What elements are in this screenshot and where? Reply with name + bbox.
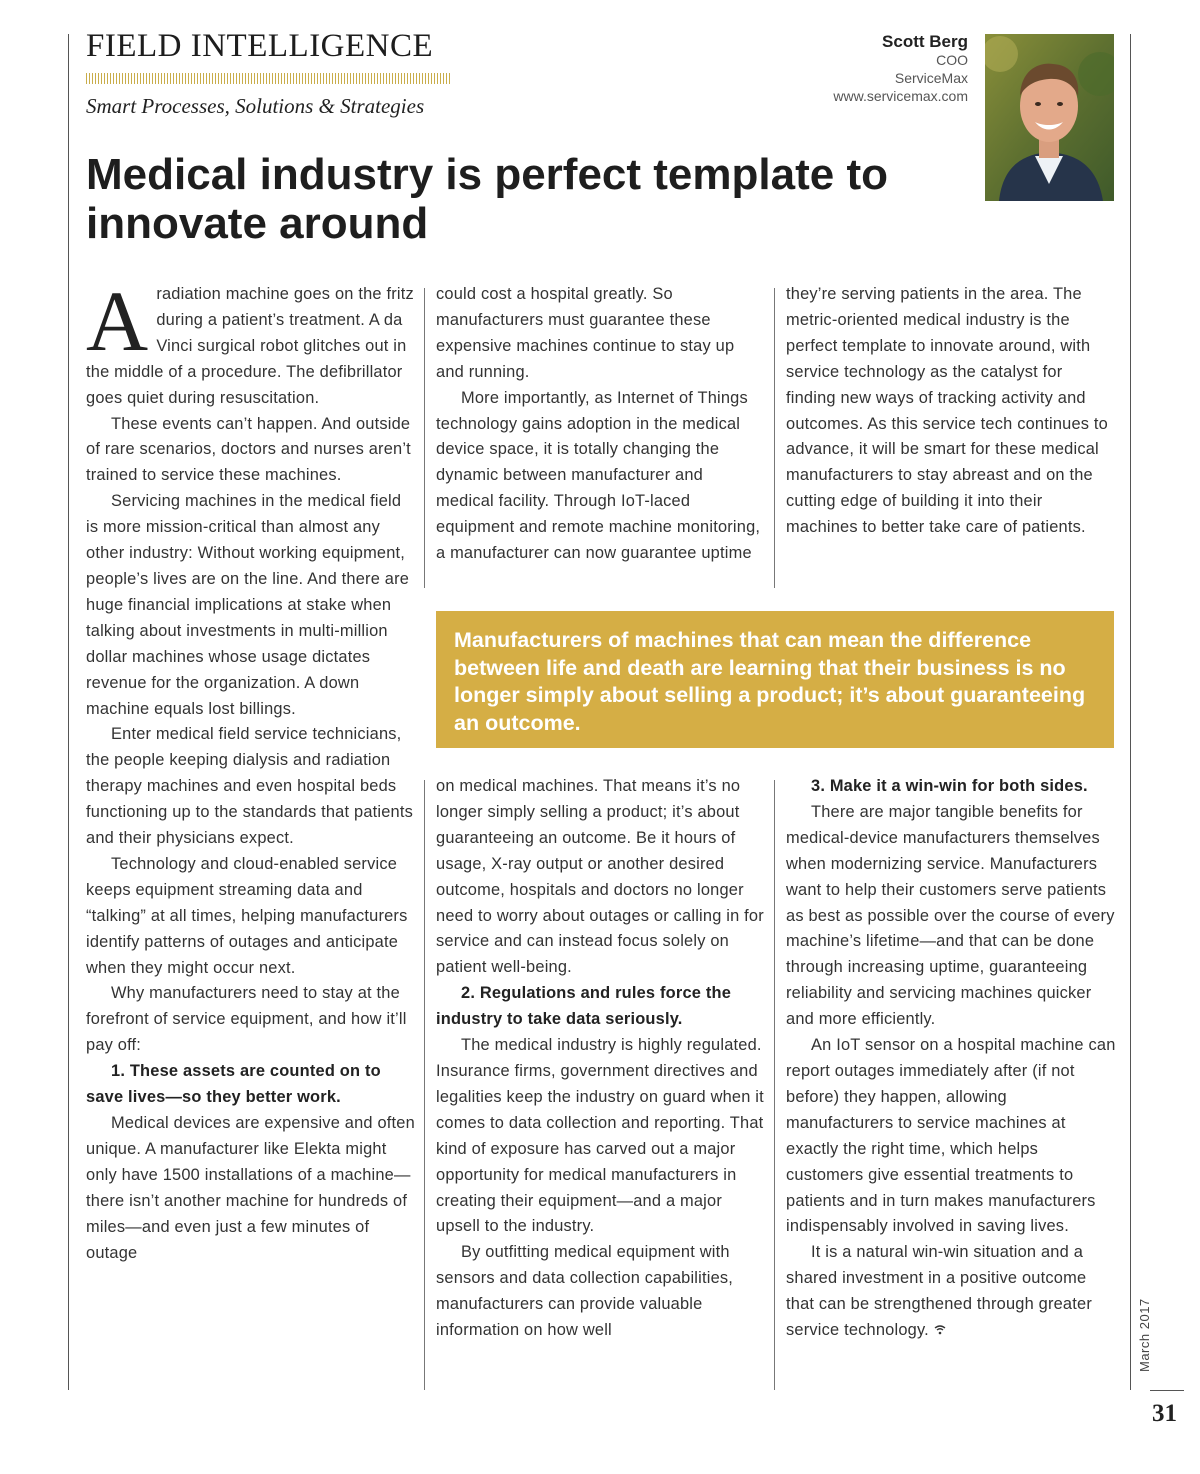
paragraph: An IoT sensor on a hospital machine can report outages immediately after (if not before) they happen, allowing manufacturers to service machines at exactly the right time, which helps customers give essential treatments to patients and in turn makes manufacturers indispensably involved in saving lives.: [786, 1036, 1116, 1236]
paragraph: Why manufacturers need to stay at the forefront of service equipment, and how it’ll pay off:: [86, 984, 407, 1055]
pull-quote: [436, 611, 1114, 748]
article-column-2-top: [436, 282, 764, 567]
section-title: FIELD INTELLIGENCE: [86, 28, 434, 64]
paragraph: Technology and cloud-enabled service keeps equipment streaming data and “talking” at all times, helping manufacturers identify patterns of outages and anticipate when they might occur next.: [86, 854, 408, 977]
paragraph: More importantly, as Internet of Things technology gains adoption in the medical device space, it is totally changing the dynamic between manufacturer and medical facility. Through IoT-laced equipment and remote machine monitoring, a manufacturer can now guarantee uptime: [436, 388, 761, 563]
page-number-rule: [1150, 1390, 1184, 1391]
author-website: www.servicemax.com: [833, 88, 968, 104]
paragraph: on medical machines. That means it’s no longer simply selling a product; it’s about guaranteeing an outcome. Be it hours of usage, X-ray output or another desired outcome, hospitals and doctors no longer need to worry about outages or calling in for service and can instead focus solely on patient well-being.: [436, 777, 764, 977]
author-company: ServiceMax: [894, 70, 968, 86]
column-rule-2-bottom: [774, 780, 775, 1390]
paragraph: Medical devices are expensive and often unique. A manufacturer like Elekta might only have 1500 installations of a machine—there isn’t another machine for hundreds of miles—and even just a few minutes of outage: [86, 1114, 415, 1262]
wifi-end-mark-icon: [934, 1323, 946, 1338]
column-rule-2-top: [774, 288, 775, 588]
right-page-rule: [1130, 34, 1131, 1390]
issue-date: March 2017: [1137, 1298, 1152, 1372]
subheading-3: 3. Make it a win-win for both sides.: [811, 777, 1088, 795]
column-rule-1-bottom: [424, 780, 425, 1390]
closing-paragraph: [786, 1240, 1116, 1344]
left-page-rule: [68, 34, 69, 1390]
article-headline: Medical industry is perfect template to innovate around: [86, 150, 888, 248]
article-column-2-bottom: [436, 774, 764, 1344]
paragraph: Servicing machines in the medical field is more mission-critical than almost any other industry: Without working equipment, people’s lives are on the line. And there are huge financial implications at stake when talking about investments in multi-million dollar machines whose usage dictates revenue for the organization. A down machine equals lost billings.: [86, 492, 410, 718]
paragraph: There are major tangible benefits for medical-device manufacturers themselves when modernizing service. Manufacturers want to help their customers serve patients as best as possible over the course of every machine’s lifetime—and that can be done through increasing uptime, guaranteeing reliability and servicing machines quicker and more efficiently.: [786, 802, 1115, 1029]
paragraph: The medical industry is highly regulated. Insurance firms, government directives and legalities keep the industry on guard when it comes to data collection and reporting. That kind of exposure has carved out a major opportunity for medical manufacturers in creating their equipment—and a major upsell to the industry.: [436, 1036, 764, 1236]
author-block: [833, 33, 968, 105]
author-portrait-illustration: [985, 34, 1114, 201]
subheading-2: 2. Regulations and rules force the industry to take data seriously.: [436, 984, 732, 1029]
paragraph: By outfitting medical equipment with sensors and data collection capabilities, manufacturers can provide valuable information on how well: [436, 1243, 734, 1340]
author-title: COO: [936, 52, 968, 68]
article-column-3-top: [786, 282, 1116, 541]
article-column-3-bottom: [786, 774, 1116, 1344]
paragraph: These events can’t happen. And outside of rare scenarios, doctors and nurses aren’t trained to service these machines.: [86, 414, 411, 485]
pull-quote-text: Manufacturers of machines that can mean the difference between life and death are learning that their business is no longer simply about selling a product; it’s about guaranteeing an outcome.: [454, 628, 1086, 735]
decorative-hatch-rule: [86, 73, 450, 84]
closing-text: It is a natural win-win situation and a shared investment in a positive outcome that can be strengthened through greater service technology.: [786, 1243, 1092, 1340]
column-rule-1-top: [424, 288, 425, 588]
section-tagline: Smart Processes, Solutions & Strategies: [86, 94, 425, 118]
paragraph: could cost a hospital greatly. So manufacturers must guarantee these expensive machines continue to stay up and running.: [436, 285, 735, 381]
drop-cap: A: [86, 273, 149, 369]
page-number: 31: [1152, 1400, 1177, 1427]
article-column-1: [86, 273, 416, 1266]
intro-paragraph: [86, 273, 416, 412]
subheading-1: 1. These assets are counted on to save lives—so they better work.: [86, 1062, 381, 1107]
author-name: Scott Berg: [882, 32, 968, 51]
author-photo: [985, 34, 1114, 201]
intro-text: radiation machine goes on the fritz during a patient’s treatment. A da Vinci surgical robot glitches out in the middle of a procedure. The defibrillator goes quiet during resuscitation.: [86, 285, 414, 407]
paragraph: they’re serving patients in the area. The metric-oriented medical industry is the perfect template to innovate around, with service technology as the catalyst for finding new ways of tracking activity and outcomes. As this service tech continues to advance, it will be smart for these medical manufacturers to stay abreast and on the cutting edge of building it into their machines to better take care of patients.: [786, 285, 1108, 537]
paragraph: Enter medical field service technicians, the people keeping dialysis and radiation therapy machines and even hospital beds functioning up to the standards that patients and their physicians expect.: [86, 725, 414, 848]
